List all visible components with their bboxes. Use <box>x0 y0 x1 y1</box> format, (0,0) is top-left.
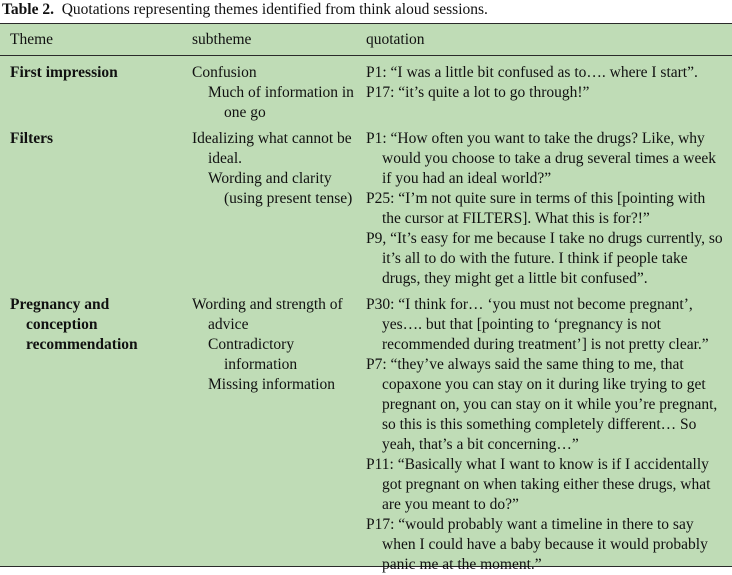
subtheme-item: Idealizing what cannot be ideal. <box>192 129 352 167</box>
theme-label: Pregnancy and conception recommendation <box>10 295 138 353</box>
header-quotation: quotation <box>356 24 732 55</box>
subtheme-cell <box>182 123 356 289</box>
quotation-item: P1: “How often you want to take the drugs? Like, why would you choose to take a drug several times a week if you had an ideal world?” <box>366 129 717 187</box>
table-row <box>0 289 732 575</box>
quotation-item: P30: “I think for… ‘you must not become pregnant’, yes…. but that [pointing to ‘pregnancy is not recommended during treatment’] is not pretty clear.” <box>366 295 709 353</box>
theme-cell <box>0 55 182 123</box>
caption-text: Quotations representing themes identified from think aloud sessions. <box>61 1 488 18</box>
quotation-item: P11: “Basically what I want to know is if I accidentally got pregnant on when taking either these drugs, what are you meant to do?” <box>366 455 711 513</box>
quotation-cell <box>356 289 732 575</box>
header-theme: Theme <box>0 24 182 55</box>
quotation-item: P25: “I’m not quite sure in terms of this [pointing with the cursor at FILTERS]. What this is for?!” <box>366 189 706 227</box>
theme-label: Filters <box>10 129 54 147</box>
header-row <box>0 24 732 55</box>
subtheme-item: Wording and clarity (using present tense) <box>208 169 353 207</box>
quotation-cell <box>356 123 732 289</box>
theme-label: First impression <box>10 63 118 81</box>
theme-cell <box>0 289 182 575</box>
table-row <box>0 55 732 123</box>
theme-cell <box>0 123 182 289</box>
subtheme-item: Missing information <box>208 375 336 393</box>
header-subtheme: subtheme <box>182 24 356 55</box>
subtheme-item: Contradictory information <box>208 335 298 373</box>
table-row <box>0 123 732 289</box>
subtheme-cell <box>182 289 356 575</box>
quotation-item: P1: “I was a little bit confused as to…. where I start”. <box>366 63 698 81</box>
table-caption <box>0 0 732 23</box>
subtheme-item: Wording and strength of advice <box>192 295 343 333</box>
quotation-item: P9, “It’s easy for me because I take no drugs currently, so it’s all to do with the future. I think if people take drugs, they might get a little bit confused”. <box>366 229 723 287</box>
subtheme-item: Much of information in one go <box>208 83 354 121</box>
table-label: Table 2. <box>2 1 54 18</box>
subtheme-item: Confusion <box>192 63 257 81</box>
subtheme-cell <box>182 55 356 123</box>
quotation-item: P17: “it’s quite a lot to go through!” <box>366 83 590 101</box>
quotation-item: P7: “they’ve always said the same thing to me, that copaxone you can stay on it during like trying to get pregnant on, you can stay on it while you’re pregnant, so this is this something completely different… So yeah, that’s a bit concerning…” <box>366 355 718 453</box>
quotation-item: P17: “would probably want a timeline in there to say when I could have a baby because it would probably panic me at the moment.” <box>366 515 708 573</box>
quotation-cell <box>356 55 732 123</box>
quotations-table <box>0 23 732 573</box>
